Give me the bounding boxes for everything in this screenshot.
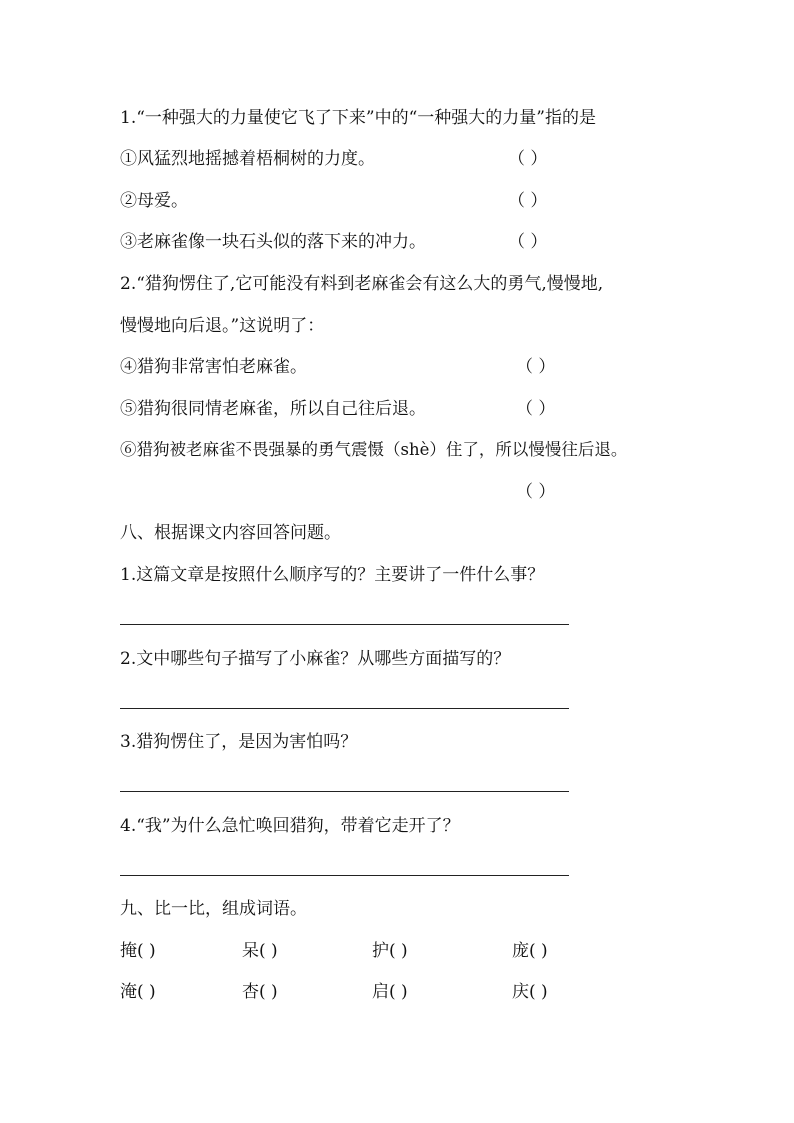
- word-blank[interactable]: 庞( ): [512, 941, 548, 961]
- answer-blank[interactable]: （ ）: [508, 191, 548, 211]
- q1-stem: 1.“一种强大的力量使它飞了下来”中的“一种强大的力量”指的是: [120, 108, 596, 128]
- q2-option-5: ⑤猎狗很同情老麻雀，所以自己往后退。: [120, 399, 426, 419]
- word-blank[interactable]: 护( ): [372, 941, 408, 961]
- section-8-heading: 八、根据课文内容回答问题。: [120, 523, 341, 543]
- s8-question-2: 2.文中哪些句子描写了小麻雀？从哪些方面描写的？: [120, 649, 511, 669]
- answer-line[interactable]: [120, 791, 569, 792]
- answer-blank[interactable]: （ ）: [516, 399, 556, 419]
- q1-option-1: ①风猛烈地摇撼着梧桐树的力度。: [120, 149, 375, 169]
- section-9-heading: 九、比一比，组成词语。: [120, 899, 307, 919]
- word-blank[interactable]: 掩( ): [120, 941, 156, 961]
- s8-question-4: 4.“我”为什么急忙唤回猎狗，带着它走开了？: [120, 816, 460, 836]
- q1-option-3: ③老麻雀像一块石头似的落下来的冲力。: [120, 232, 426, 252]
- answer-blank[interactable]: （ ）: [508, 232, 548, 252]
- q1-option-2: ②母爱。: [120, 191, 188, 211]
- q2-stem-line-1: 2.“猎狗愣住了,它可能没有料到老麻雀会有这么大的勇气,慢慢地,: [120, 274, 604, 294]
- word-blank[interactable]: 杏( ): [242, 982, 278, 1002]
- answer-blank[interactable]: （ ）: [516, 357, 556, 377]
- word-blank[interactable]: 淹( ): [120, 982, 156, 1002]
- answer-line[interactable]: [120, 875, 569, 876]
- word-blank[interactable]: 呆( ): [242, 941, 278, 961]
- q2-stem-line-2: 慢慢地向后退。”这说明了：: [120, 316, 325, 336]
- q2-option-6: ⑥猎狗被老麻雀不畏强暴的勇气震慑（shè）住了，所以慢慢往后退。: [120, 440, 628, 459]
- s8-question-1: 1.这篇文章是按照什么顺序写的？主要讲了一件什么事？: [120, 565, 545, 585]
- answer-blank[interactable]: （ ）: [508, 149, 548, 169]
- answer-line[interactable]: [120, 708, 569, 709]
- word-blank[interactable]: 庆( ): [512, 982, 548, 1002]
- q2-option-4: ④猎狗非常害怕老麻雀。: [120, 357, 307, 377]
- word-blank[interactable]: 启( ): [372, 982, 408, 1002]
- s8-question-3: 3.猎狗愣住了，是因为害怕吗？: [120, 732, 358, 752]
- answer-blank[interactable]: （ ）: [516, 482, 556, 502]
- answer-line[interactable]: [120, 624, 569, 625]
